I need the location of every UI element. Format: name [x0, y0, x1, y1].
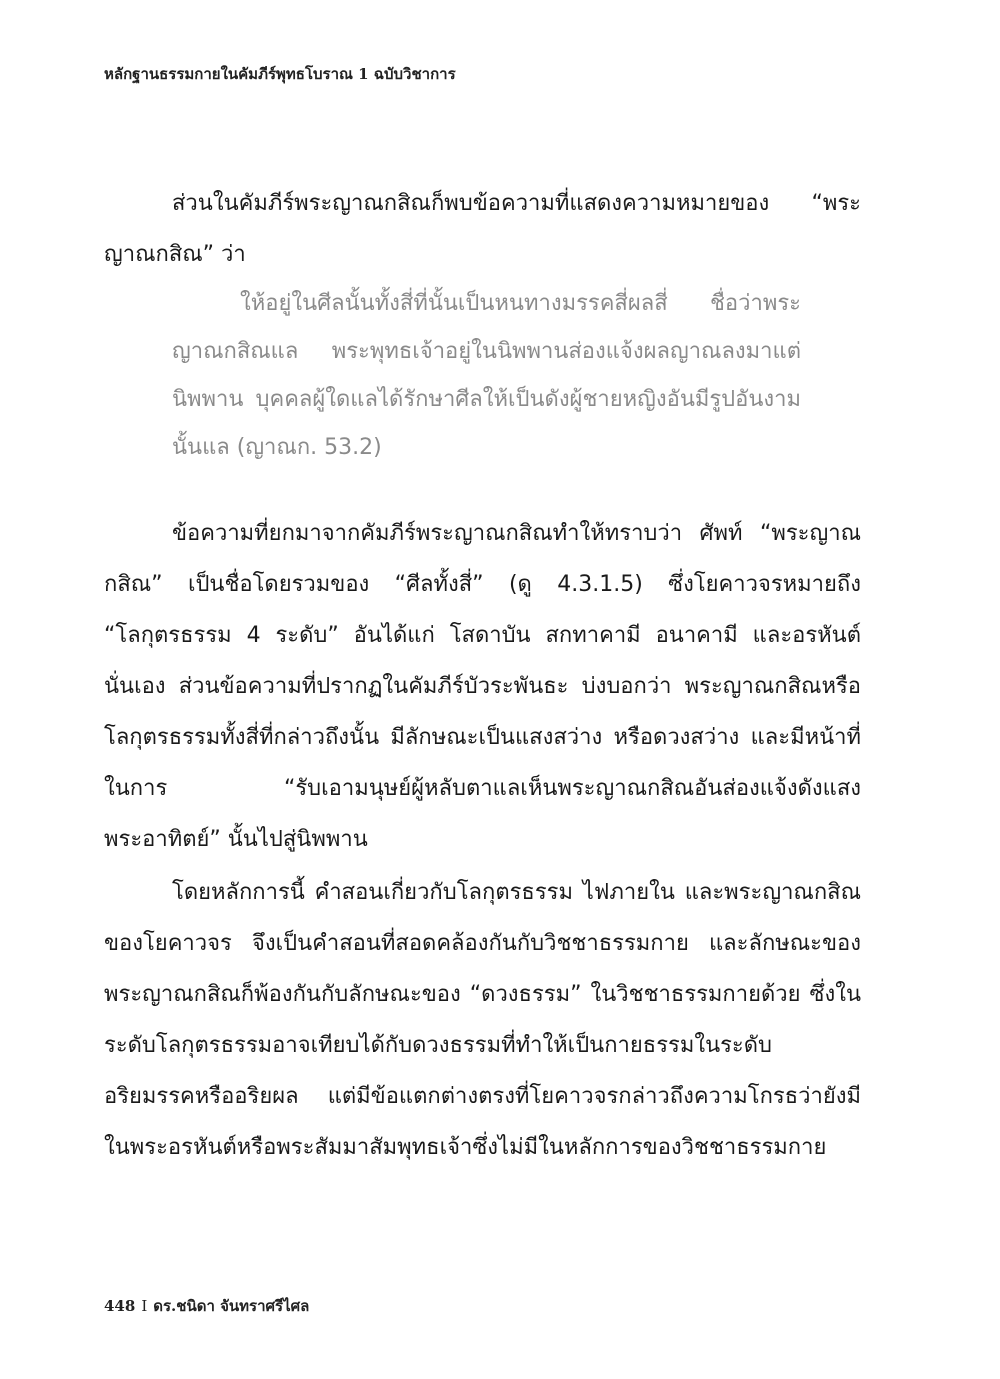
footer-separator: I	[141, 1297, 148, 1315]
intro-paragraph: ส่วนในคัมภีร์พระญาณกสิณก็พบข้อความที่แสดงความหมายของ “พระญาณกสิณ” ว่า	[104, 191, 861, 267]
body-paragraph-2: ข้อความที่ยกมาจากคัมภีร์พระญาณกสิณทำให้ทราบว่า ศัพท์ “พระญาณกสิณ” เป็นชื่อโดยรวมของ “ศีลทั้งสี่” (ดู 4.3.1.5) ซึ่งโยคาวจรหมายถึง “โลกุตรธรรม 4 ระดับ” อันได้แก่ โสดาบัน สกทาคามี อนาคามี และอรหันต์ นั่นเอง ส่วนข้อความที่ปรากฏในคัมภีร์บัวระพันธะ บ่งบอกว่า พระญาณกสิณหรือโลกุตรธรรมทั้งสี่ที่กล่าวถึงนั้น มีลักษณะเป็นแสงสว่าง หรือดวงสว่าง และมีหน้าที่ในการ “รับเอามนุษย์ผู้หลับตาแลเห็นพระญาณกสิณอันส่องแจ้งดังแสงพระอาทิตย์” นั้นไปสู่นิพพาน	[104, 521, 861, 852]
body-paragraph-3: โดยหลักการนี้ คำสอนเกี่ยวกับโลกุตรธรรม ไฟภายใน และพระญาณกสิณของโยคาวจร จึงเป็นคำสอนที่สอดคล้องกันกับวิชชาธรรมกาย และลักษณะของพระญาณกสิณก็พ้องกันกับลักษณะของ “ดวงธรรม” ในวิชชาธรรมกายด้วย ซึ่งในระดับโลกุตรธรรมอาจเทียบได้กับดวงธรรมที่ทำให้เป็นกายธรรมในระดับอริยมรรคหรืออริยผล แต่มีข้อแตกต่างตรงที่โยคาวจรกล่าวถึงความโกรธว่ายังมีในพระอรหันต์หรือพระสัมมาสัมพุทธเจ้าซึ่งไม่มีในหลักการของวิชชาธรรมกาย	[104, 880, 861, 1160]
running-header: หลักฐานธรรมกายในคัมภีร์พุทธโบราณ 1 ฉบับวิชาการ	[104, 65, 456, 83]
page-body	[104, 178, 861, 1173]
block-quote: ให้อยู่ในศีลนั้นทั้งสี่ที่นั้นเป็นหนทางมรรคสี่ผลสี่ ชื่อว่าพระญาณกสิณแล พระพุทธเจ้าอยู่ในนิพพานส่องแจ้งผลญาณลงมาแต่นิพพาน บุคคลผู้ใดแลได้รักษาศีลให้เป็นดังผู้ชายหญิงอันมีรูปอันงามนั้นแล (ญาณก. 53.2)	[172, 291, 801, 460]
page-footer	[104, 1294, 309, 1318]
author-name: ดร.ชนิดา จันทราศรีไศล	[153, 1297, 310, 1315]
page-number: 448	[104, 1297, 136, 1315]
